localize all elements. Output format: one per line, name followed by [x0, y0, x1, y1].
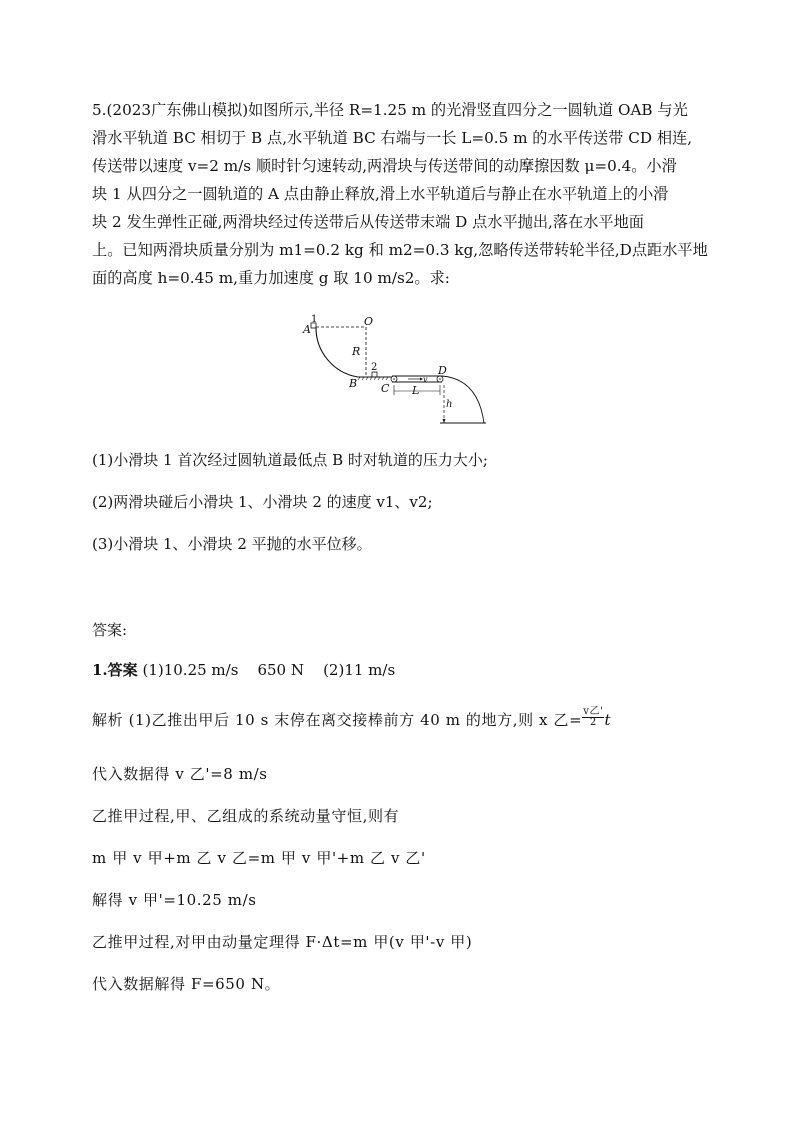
sub-question-2: (2)两滑块碰后小滑块 1、小滑块 2 的速度 v1、v2; — [92, 493, 433, 511]
answer-label: 答案 — [107, 661, 138, 679]
fraction — [582, 707, 604, 728]
question-line-1: 5.(2023广东佛山模拟)如图所示,半径 R=1.25 m 的光滑竖直四分之一圆轨道 OAB 与光 — [92, 101, 688, 119]
analysis-line-7: 代入数据解得 F=650 N。 — [92, 975, 281, 993]
question-line-7: 面的高度 h=0.45 m,重力加速度 g 取 10 m/s2。求: — [92, 269, 450, 287]
label-v: v — [423, 375, 428, 384]
analysis-line-1-text: 解析 (1)乙推出甲后 10 s 末停在离交接棒前方 40 m 的地方,则 x 乙= — [92, 711, 583, 729]
answer-number: 1. — [92, 661, 108, 679]
analysis-line-1-end: t — [604, 711, 612, 729]
question-line-3: 传送带以速度 v=2 m/s 顺时针匀速转动,两滑块与传送带间的动摩擦因数 μ=0.4。小滑 — [92, 157, 677, 175]
label-c: C — [381, 382, 390, 395]
label-b: B — [349, 377, 358, 390]
physics-diagram — [300, 315, 490, 435]
question-line-6: 上。已知两滑块质量分别为 m1=0.2 kg 和 m2=0.3 kg,忽略传送带转轮半径,D点距水平地 — [92, 241, 708, 259]
label-o: O — [364, 315, 374, 328]
sub-question-1: (1)小滑块 1 首次经过圆轨道最低点 B 时对轨道的压力大小; — [92, 451, 488, 469]
analysis-line-1 — [92, 705, 612, 732]
label-block-1: 1 — [311, 314, 318, 325]
sub-question-3: (3)小滑块 1、小滑块 2 平抛的水平位移。 — [92, 535, 372, 553]
fraction-numerator: v乙' — [583, 705, 604, 717]
answer-line-1 — [92, 660, 395, 680]
answer-heading: 答案: — [92, 621, 128, 639]
label-r: R — [352, 345, 361, 358]
label-d: D — [438, 364, 447, 377]
analysis-line-5: 解得 v 甲'=10.25 m/s — [92, 891, 257, 909]
analysis-line-3: 乙推甲过程,甲、乙组成的系统动量守恒,则有 — [92, 807, 400, 825]
analysis-line-6: 乙推甲过程,对甲由动量定理得 F·Δt=m 甲(v 甲'-v 甲) — [92, 933, 473, 951]
question-line-2: 滑水平轨道 BC 相切于 B 点,水平轨道 BC 右端与一长 L=0.5 m 的水平传送带 CD 相连, — [92, 129, 693, 147]
label-l: L — [412, 384, 420, 397]
label-h: h — [446, 399, 453, 410]
analysis-line-4: m 甲 v 甲+m 乙 v 乙=m 甲 v 甲'+m 乙 v 乙' — [92, 849, 426, 867]
track-diagram-svg — [300, 315, 490, 435]
label-block-2: 2 — [371, 362, 378, 373]
question-line-5: 块 2 发生弹性正碰,两滑块经过传送带后从传送带末端 D 点水平抛出,落在水平地面 — [92, 213, 644, 231]
question-line-4: 块 1 从四分之一圆轨道的 A 点由静止释放,滑上水平轨道后与静止在水平轨道上的小滑 — [92, 185, 669, 203]
label-a: A — [303, 323, 311, 336]
analysis-line-2: 代入数据得 v 乙'=8 m/s — [92, 765, 268, 783]
fraction-denominator: 2 — [589, 716, 597, 728]
answer-values: (1)10.25 m/s 650 N (2)11 m/s — [142, 661, 396, 679]
